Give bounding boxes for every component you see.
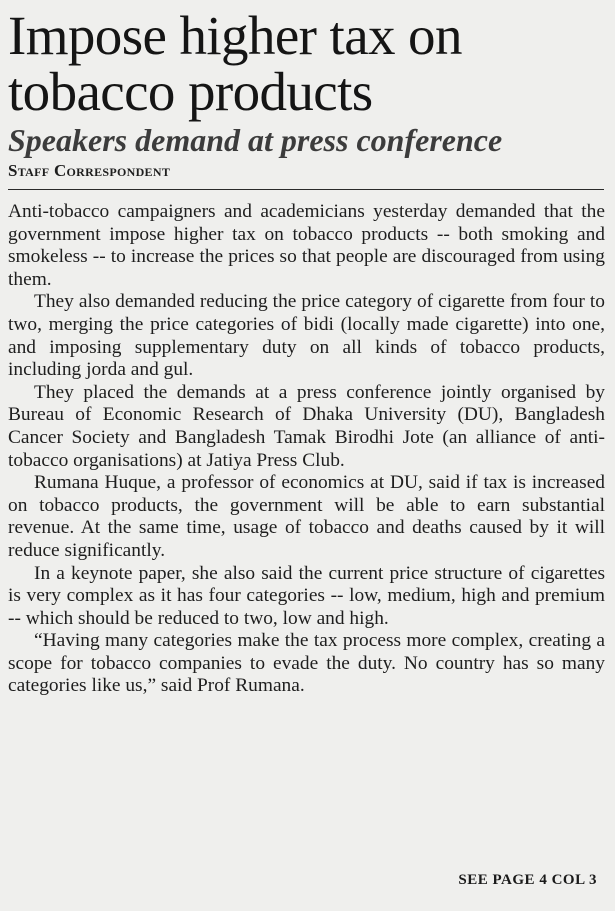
paragraph-1: Anti-tobacco campaigners and academicians yesterday demanded that the government impose higher tax on tobacco products -- both smoking and smokeless -- to increase the prices so that people are discouraged from using them. bbox=[8, 201, 605, 290]
paragraph-2: They also demanded reducing the price category of cigarette from four to two, merging the price categories of bidi (locally made cigarette) into one, and imposing supplementary duty on all kinds of tobacco products, including jorda and gul. bbox=[8, 291, 605, 381]
paragraph-4: Rumana Huque, a professor of economics at DU, said if tax is increased on tobacco products, the government will be able to earn substantial revenue. At the same time, usage of tobacco and deaths caused by it will reduce significantly. bbox=[8, 472, 605, 561]
paragraph-5: In a keynote paper, she also said the current price structure of cigarettes is very complex as it has four categories -- low, medium, high and premium -- which should be reduced to two, low and high. bbox=[8, 562, 605, 629]
paragraph-3: They placed the demands at a press conference jointly organised by Bureau of Economic Research of Dhaka University (DU), Bangladesh Cancer Society and Bangladesh Tamak Birodhi Jote (an alliance of anti-tobacco organisations) at Jatiya Press Club. bbox=[8, 381, 605, 471]
article-body bbox=[8, 201, 605, 698]
byline: Staff Correspondent bbox=[8, 161, 171, 180]
continuation-line: SEE PAGE 4 COL 3 bbox=[458, 872, 597, 888]
divider bbox=[8, 189, 604, 190]
subheadline: Speakers demand at press conference bbox=[8, 122, 503, 158]
headline: Impose higher tax on tobacco products bbox=[8, 5, 462, 122]
paragraph-6: “Having many categories make the tax process more complex, creating a scope for tobacco companies to evade the duty. No country has so many categories like us,” said Prof Rumana. bbox=[8, 630, 605, 697]
